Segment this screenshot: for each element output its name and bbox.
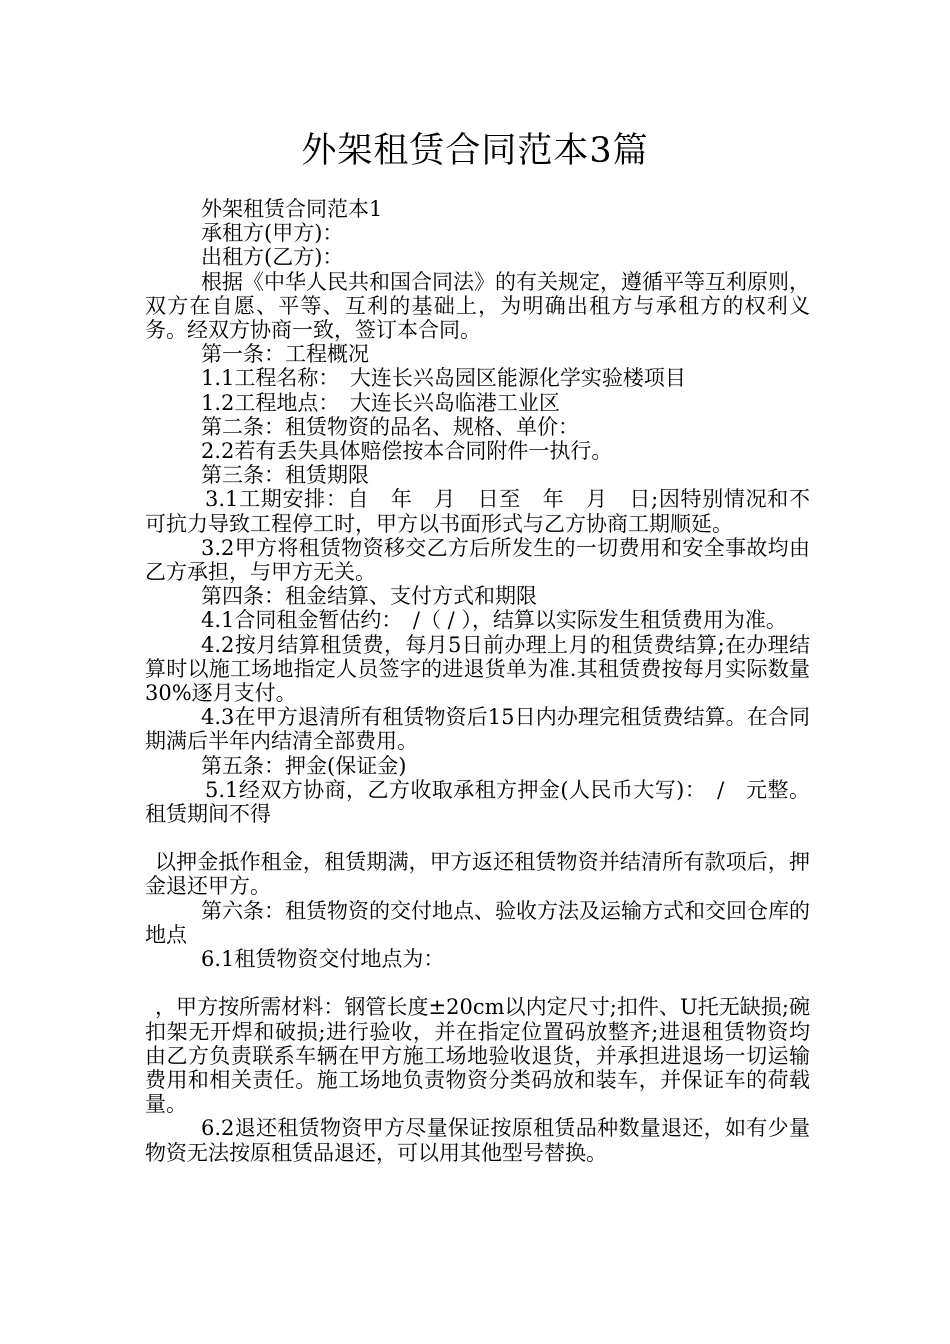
- lessee-line: 承租方(甲方)：: [201, 221, 344, 246]
- clause-4-2: 4.2按月结算租赁费，每月5日前办理上月的租赁费结算;在办理结算时以施工场地指定人员签字的进退货单为准.其租赁费按每月实际数量30%逐月支付。: [145, 632, 810, 706]
- clause-6-1: 6.1租赁物资交付地点为：: [201, 947, 445, 972]
- clause-4-3: 4.3在甲方退清所有租赁物资后15日内办理完租赁费结算。在合同期满后半年内结清全部费用。: [145, 705, 810, 754]
- section-heading-contract-1: 外架租赁合同范本1: [201, 197, 383, 221]
- article-4-heading: 第四条：租金结算、支付方式和期限: [201, 584, 537, 609]
- article-3-heading: 第三条：租赁期限: [201, 463, 369, 488]
- article-1-heading: 第一条：工程概况: [201, 342, 369, 367]
- clause-1-2: 1.2工程地点： 大连长兴岛临港工业区: [201, 390, 560, 415]
- clause-6-1-continued: ，甲方按所需材料：钢管长度±20cm以内定尺寸;扣件、U托无缺损;碗扣架无开焊和破损;进行验收，并在指定位置码放整齐;进退租赁物资均由乙方负责联系车辆在甲方施工场地验收退货，并承担进退场一切运输费用和相关责任。施工场地负责物资分类码放和装车，并保证车的荷载量。: [145, 995, 810, 1117]
- lessor-line: 出租方(乙方)：: [201, 245, 344, 270]
- preamble-paragraph: 根据《中华人民共和国合同法》的有关规定，遵循平等互利原则，双方在自愿、平等、互利的基础上，为明确出租方与承租方的权利义务。经双方协商一致，签订本合同。: [145, 269, 810, 343]
- article-6-heading: 第六条：租赁物资的交付地点、验收方法及运输方式和交回仓库的地点: [145, 898, 810, 947]
- article-5-heading: 第五条：押金(保证金): [201, 753, 407, 778]
- clause-5-1: 5.1经双方协商，乙方收取承租方押金(人民币大写)： / 元整。租赁期间不得: [145, 777, 810, 827]
- clause-5-1-continued: 以押金抵作租金，租赁期满，甲方返还租赁物资并结清所有款项后，押金退还甲方。: [145, 850, 810, 899]
- document-body: [145, 197, 810, 1165]
- clause-2-2: 2.2若有丢失具体赔偿按本合同附件一执行。: [201, 439, 613, 464]
- clause-3-2: 3.2甲方将租赁物资移交乙方后所发生的一切费用和安全事故均由乙方承担，与甲方无关。: [145, 535, 810, 585]
- clause-6-2: 6.2退还租赁物资甲方尽量保证按原租赁品种数量退还，如有少量物资无法按原租赁品退还，可以用其他型号替换。: [145, 1116, 810, 1165]
- clause-3-1: 3.1工期安排：自 年 月 日至 年 月 日;因特别情况和不可抗力导致工程停工时，甲方以书面形式与乙方协商工期顺延。: [145, 487, 810, 536]
- document-title: 外架租赁合同范本3篇: [301, 131, 649, 171]
- article-2-heading: 第二条：租赁物资的品名、规格、单价：: [201, 414, 579, 439]
- clause-1-1: 1.1工程名称： 大连长兴岛园区能源化学实验楼项目: [201, 366, 686, 391]
- clause-4-1: 4.1合同租金暂估约： /（ / ），结算以实际发生租赁费用为准。: [201, 608, 787, 633]
